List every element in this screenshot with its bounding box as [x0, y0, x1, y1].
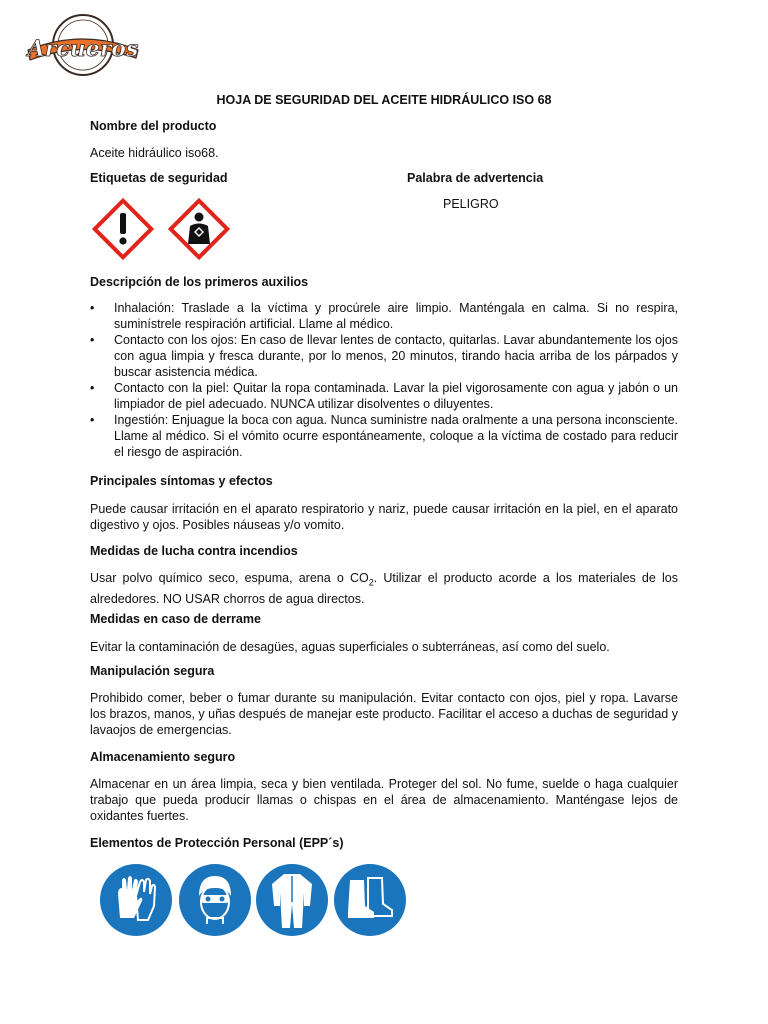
symptoms-text: Puede causar irritación en el aparato respiratorio y nariz, puede causar irritación en la piel, en el aparato digestivo y ojos. Posibles náuseas y/o vomito.: [90, 502, 678, 532]
arcueros-logo: [20, 10, 146, 80]
warning-heading: Palabra de advertencia: [407, 171, 544, 185]
boots-icon: [332, 862, 408, 938]
exclamation-mark-pictogram: [92, 198, 154, 260]
product-heading: Nombre del producto: [90, 119, 217, 133]
storage-heading: Almacenamiento seguro: [90, 750, 236, 764]
list-item: • Contacto con los ojos: En caso de llevar lentes de contacto, quitarlas. Lavar abundantemente los ojos con agua limpia y fresca durante, por lo menos, 20 minutos, tirando hacia arriba de los párpados y buscar asistencia médica.: [90, 333, 678, 379]
product-value: Aceite hidráulico iso68.: [90, 146, 219, 160]
spill-heading: Medidas en caso de derrame: [90, 612, 261, 626]
list-item: • Contacto con la piel: Quitar la ropa contaminada. Lavar la piel vigorosamente con agua y jabón o un limpiador de piel adecuado. NUNCA utilizar disolventes o diluyentes.: [90, 381, 678, 411]
handling-heading: Manipulación segura: [90, 664, 215, 678]
list-item: • Ingestión: Enjuague la boca con agua. Nunca suministre nada oralmente a una persona inconsciente. Llame al médico. Si el vómito ocurre espontáneamente, coloque a la víctima de costado para reducir el riesgo de aspiración.: [90, 413, 678, 459]
ppe-heading: Elementos de Protección Personal (EPP´s): [90, 836, 344, 850]
fire-text: Usar polvo químico seco, espuma, arena o $CO_2$. Utilizar el producto acorde a los materiales de los alrededores. NO USAR chorros de agua directos.: [90, 571, 678, 606]
labels-heading: Etiquetas de seguridad: [90, 171, 228, 185]
health-hazard-pictogram: [168, 198, 230, 260]
warning-value: PELIGRO: [443, 197, 499, 211]
gloves-icon: [98, 862, 174, 938]
fire-heading: Medidas de lucha contra incendios: [90, 544, 298, 558]
symptoms-heading: Principales síntomas y efectos: [90, 474, 273, 488]
first-aid-heading: Descripción de los primeros auxilios: [90, 275, 309, 289]
spill-text: Evitar la contaminación de desagües, aguas superficiales o subterráneas, así como del suelo.: [90, 640, 610, 654]
storage-text: Almacenar en un área limpia, seca y bien ventilada. Proteger del sol. No fume, suelde o haga cualquier trabajo que pueda producir llamas o chispas en el área de almacenamiento. Manténgase lejos de oxidantes fuertes.: [90, 777, 678, 823]
first-aid-list: [90, 300, 678, 460]
handling-text: Prohibido comer, beber o fumar durante su manipulación. Evitar contacto con ojos, piel y ropa. Lavarse los brazos, manos, y uñas después de manejar este producto. Facilitar el acceso a duchas de seguridad y lavaojos de emergencias.: [90, 691, 678, 737]
coverall-icon: [254, 862, 330, 938]
document-title: HOJA DE SEGURIDAD DEL ACEITE HIDRÁULICO ISO 68: [216, 93, 552, 107]
logo-text: Arcueros: [27, 36, 139, 62]
face-shield-icon: [177, 862, 253, 938]
list-item: • Inhalación: Traslade a la víctima y procúrele aire limpio. Manténgala en calma. Si no respira, suminístrele respiración artificial. Llame al médico.: [90, 301, 678, 331]
